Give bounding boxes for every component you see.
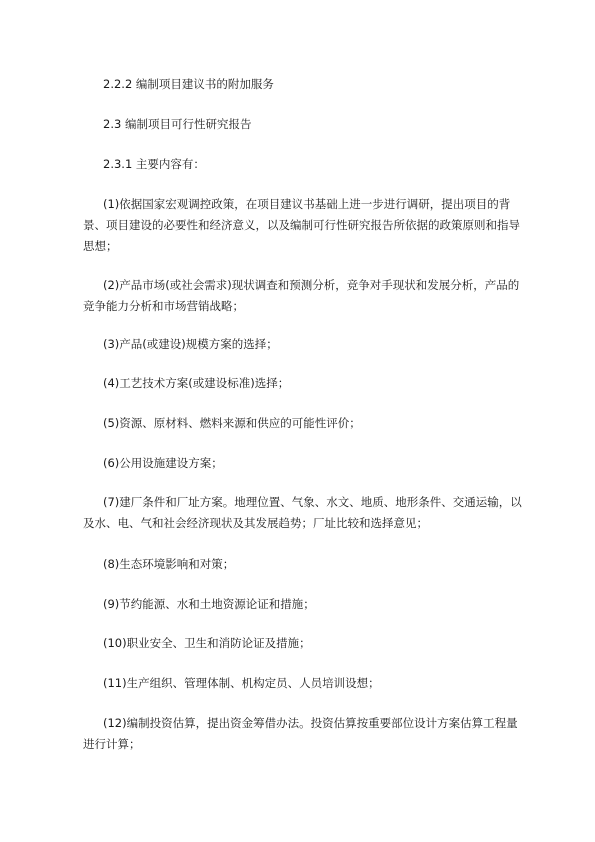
section-heading-2-3-1: 2.3.1 主要内容有：: [103, 157, 205, 171]
paragraph-item-12: (12)编制投资估算，提出资金筹借办法。投资估算按重要部位设计方案估算工程量进行计算；: [83, 716, 518, 751]
paragraph-item-11: (11)生产组织、管理体制、机构定员、人员培训设想；: [103, 676, 380, 690]
paragraph-item-10: (10)职业安全、卫生和消防论证及措施；: [103, 636, 311, 650]
paragraph-item-1: (1)依据国家宏观调控政策，在项目建议书基础上进一步进行调研，提出项目的背景、项目建设的必要性和经济意义，以及编制可行性研究报告所依据的政策原则和指导思想；: [83, 197, 520, 253]
section-heading-2-3: 2.3 编制项目可行性研究报告: [103, 117, 252, 131]
paragraph-item-3: (3)产品(或建设)规模方案的选择；: [103, 337, 278, 351]
paragraph-item-6: (6)公用设施建设方案；: [103, 456, 223, 470]
section-heading-2-2-2: 2.2.2 编制项目建议书的附加服务: [103, 77, 274, 91]
paragraph-item-2: (2)产品市场(或社会需求)现状调查和预测分析，竞争对手现状和发展分析，产品的竞争能力分析和市场营销战略；: [83, 278, 520, 313]
paragraph-item-8: (8)生态环境影响和对策；: [103, 557, 235, 571]
paragraph-item-5: (5)资源、原材料、燃料来源和供应的可能性评价；: [103, 416, 361, 430]
paragraph-item-7: (7)建厂条件和厂址方案。地理位置、气象、水文、地质、地形条件、交通运输，以及水、电、气和社会经济现状及其发展趋势；厂址比较和选择意见；: [83, 495, 522, 530]
paragraph-item-9: (9)节约能源、水和土地资源论证和措施；: [103, 597, 315, 611]
paragraph-item-4: (4)工艺技术方案(或建设标准)选择；: [103, 376, 290, 390]
